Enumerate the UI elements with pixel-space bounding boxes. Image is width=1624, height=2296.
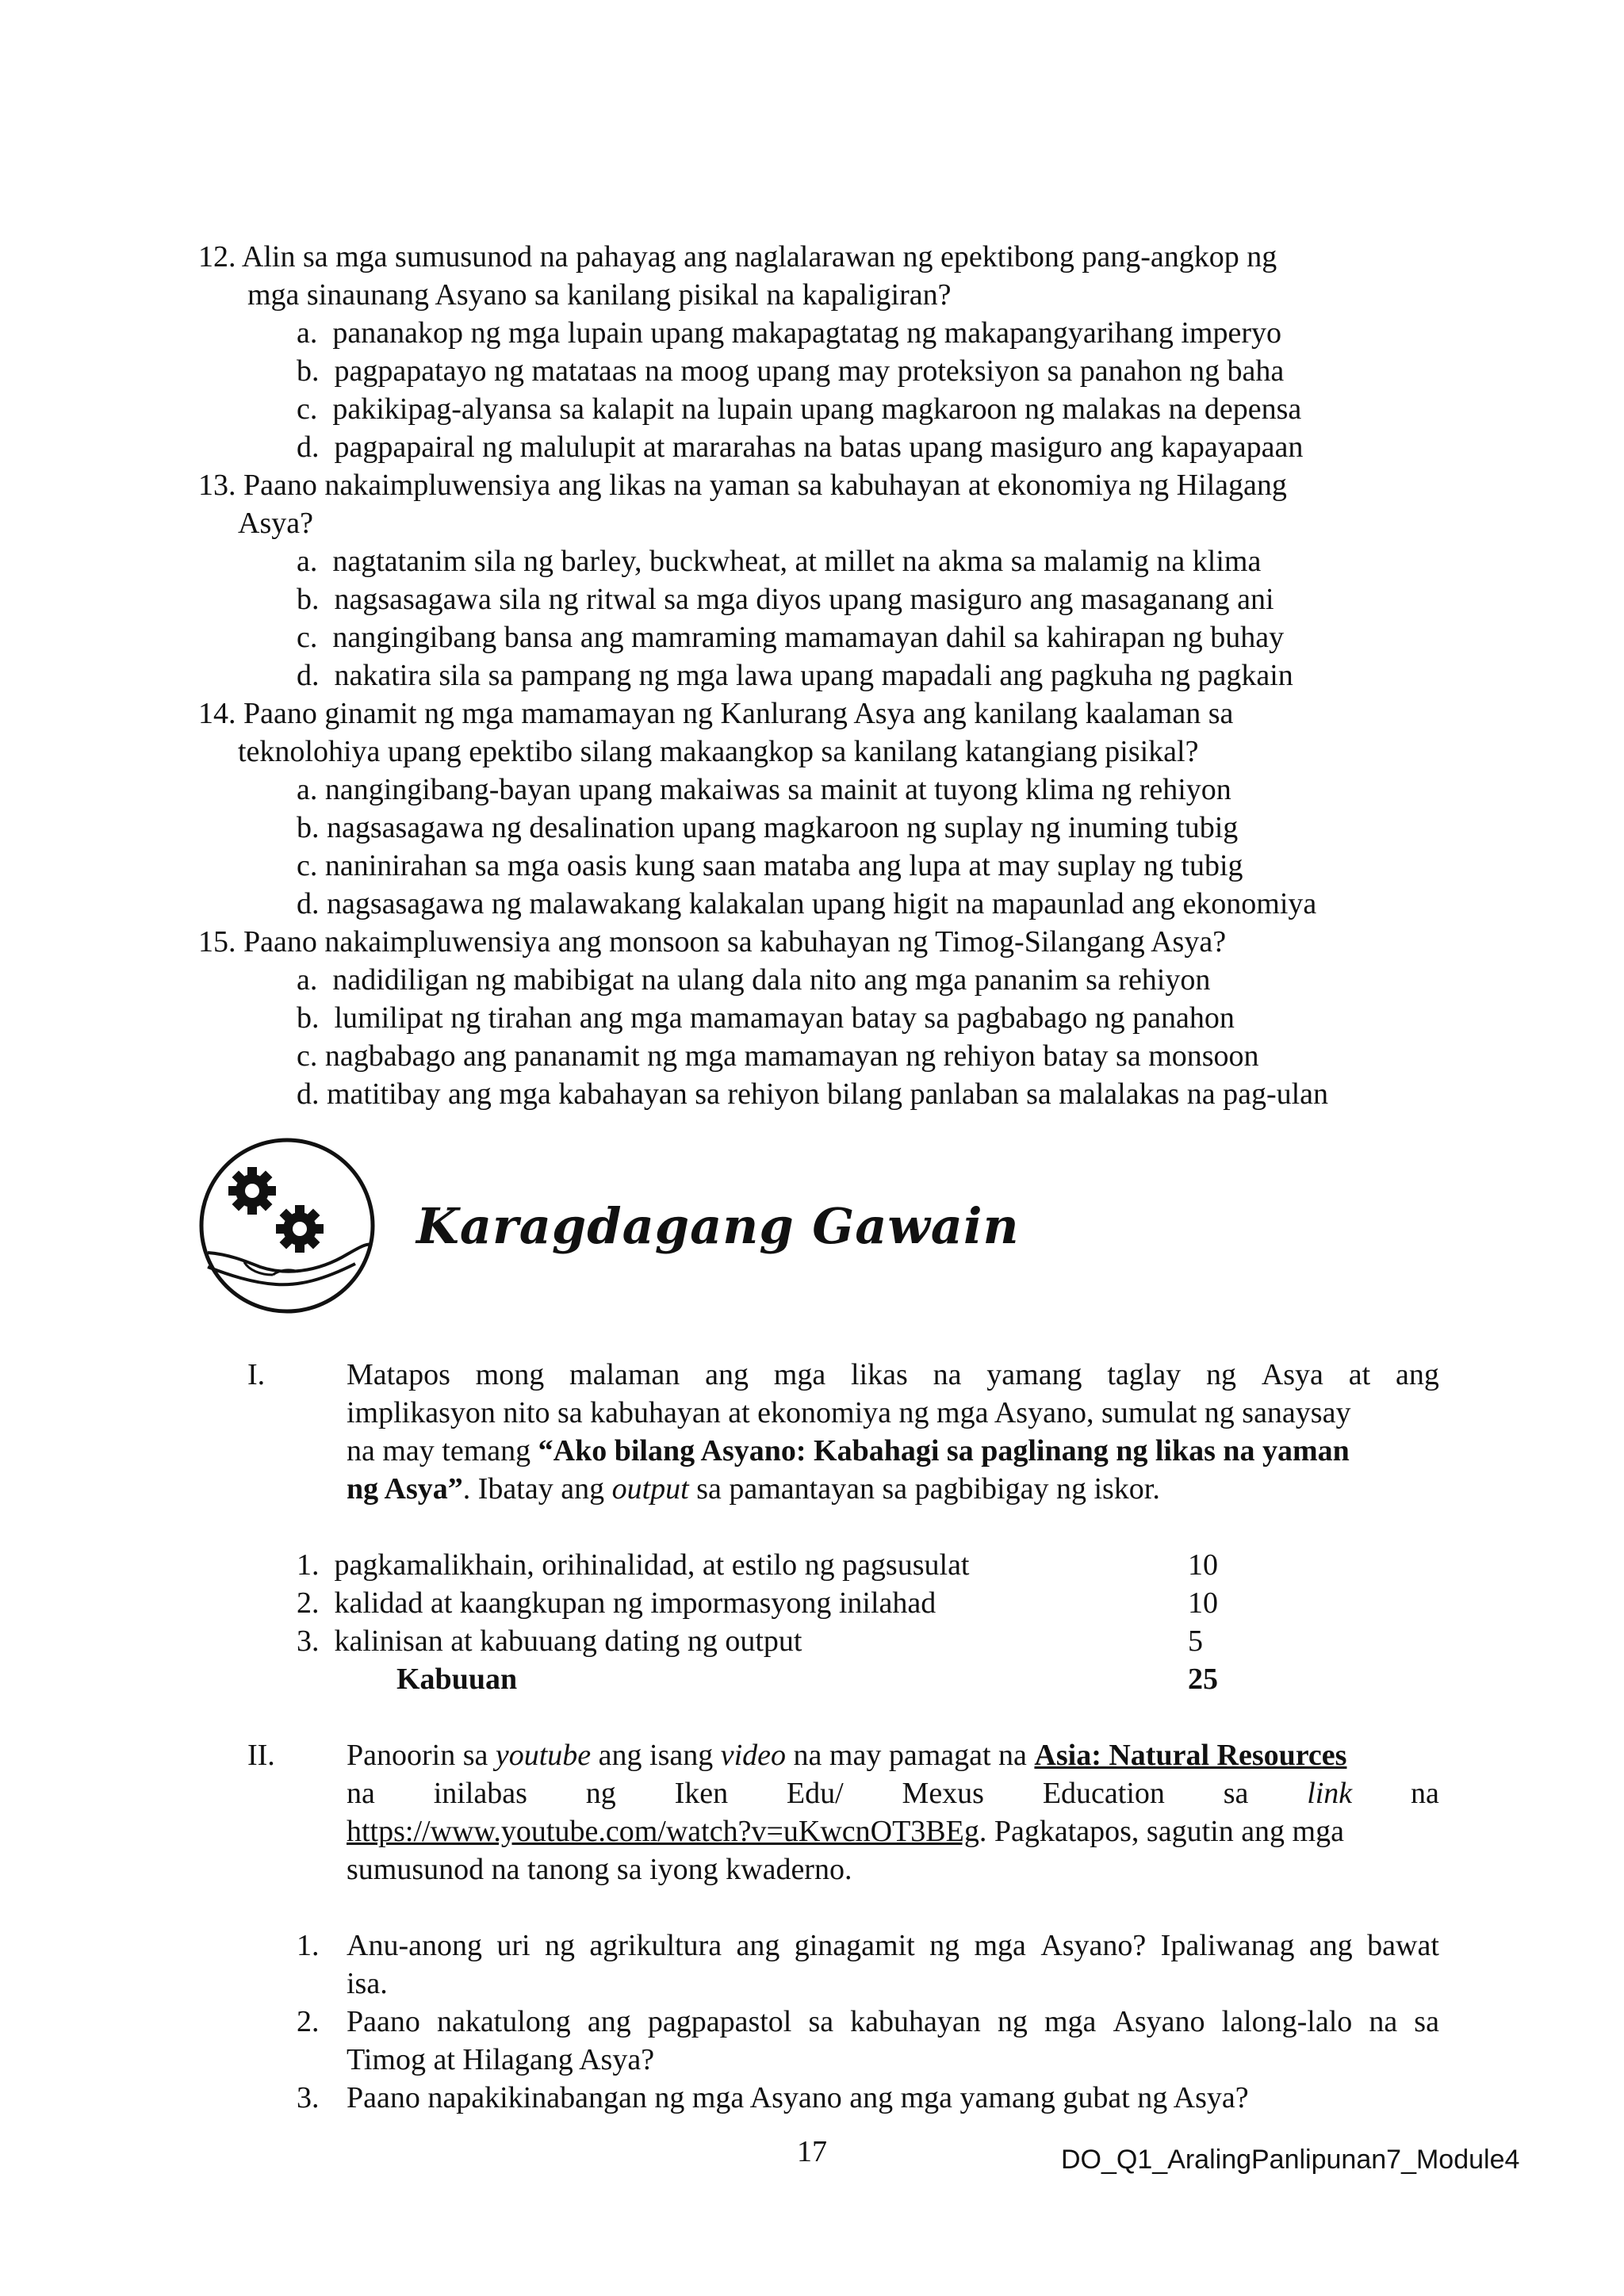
choice-12b: b. pagpapatayo ng matataas na moog upang may proteksiyon sa panahon ng baha: [297, 354, 1285, 388]
choice-13b: b. nagsasagawa sila ng ritwal sa mga diyos upang masiguro ang masaganang ani: [297, 583, 1274, 616]
part2-question-3-line1: Paano napakikinabangan ng mga Asyano ang mga yamang gubat ng Asya?: [347, 2081, 1249, 2114]
choice-14d: d. nagsasagawa ng malawakang kalakalan upang higit na mapaunlad ang ekonomiya: [297, 887, 1317, 920]
page-number: 17: [797, 2135, 827, 2168]
question-13-line2: Asya?: [238, 507, 313, 540]
section-title: Karagdagang Gawain: [416, 1197, 1020, 1255]
part2-roman: II.: [247, 1739, 275, 1772]
gears-in-hand-icon: [197, 1135, 377, 1316]
question-12-line2: mga sinaunang Asyano sa kanilang pisikal na kapaligiran?: [247, 278, 952, 312]
part2-question-1-num: 1.: [297, 1929, 320, 1962]
part2-question-2-line2: Timog at Hilagang Asya?: [347, 2043, 655, 2076]
part1-line3: na may temang “Ako bilang Asyano: Kabahagi sa paglinang ng likas na yaman: [347, 1434, 1350, 1468]
choice-13a: a. nagtatanim sila ng barley, buckwheat, at millet na akma sa malamig na klima: [297, 545, 1262, 578]
question-14-line1: 14. Paano ginamit ng mga mamamayan ng Kanlurang Asya ang kanilang kaalaman sa: [198, 697, 1234, 730]
question-14-line2: teknolohiya upang epektibo silang makaangkop sa kanilang katangiang pisikal?: [238, 735, 1199, 768]
module-code: DO_Q1_AralingPanlipunan7_Module4: [1061, 2145, 1520, 2175]
choice-14a: a. nangingibang-bayan upang makaiwas sa mainit at tuyong klima ng rehiyon: [297, 773, 1231, 806]
choice-15b: b. lumilipat ng tirahan ang mga mamamayan batay sa pagbabago ng panahon: [297, 1001, 1235, 1035]
choice-13d: d. nakatira sila sa pampang ng mga lawa upang mapadali ang pagkuha ng pagkain: [297, 659, 1293, 692]
rubric-total-score: 25: [1188, 1663, 1218, 1696]
choice-15c: c. nagbabago ang pananamit ng mga mamamayan ng rehiyon batay sa monsoon: [297, 1039, 1259, 1073]
question-13-line1: 13. Paano nakaimpluwensiya ang likas na yaman sa kabuhayan at ekonomiya ng Hilagang: [198, 469, 1287, 502]
part2-line3: https://www.youtube.com/watch?v=uKwcnOT3BEg. Pagkatapos, sagutin ang mga: [347, 1815, 1344, 1848]
choice-14c: c. naninirahan sa mga oasis kung saan mataba ang lupa at may suplay ng tubig: [297, 849, 1243, 882]
rubric-score-3: 5: [1188, 1624, 1203, 1658]
choice-15a: a. nadidiligan ng mabibigat na ulang dala nito ang mga pananim sa rehiyon: [297, 963, 1211, 997]
part2-question-1-line2: isa.: [347, 1967, 388, 2000]
question-15-line1: 15. Paano nakaimpluwensiya ang monsoon sa kabuhayan ng Timog-Silangang Asya?: [198, 925, 1227, 959]
choice-15d: d. matitibay ang mga kabahayan sa rehiyon bilang panlaban sa malalakas na pag-ulan: [297, 1077, 1329, 1111]
video-link[interactable]: https://www.youtube.com/watch?v=uKwcnOT3BEg: [347, 1815, 979, 1848]
choice-12a: a. pananakop ng mga lupain upang makapagtatag ng makapangyarihang imperyo: [297, 316, 1281, 350]
choice-14b: b. nagsasagawa ng desalination upang magkaroon ng suplay ng inuming tubig: [297, 811, 1239, 844]
part2-question-3-num: 3.: [297, 2081, 320, 2114]
part2-line2: na inilabas ng Iken Edu/ Mexus Education sa link na: [347, 1777, 1439, 1810]
part1-line4: ng Asya”. Ibatay ang output sa pamantayan sa pagbibigay ng iskor.: [347, 1472, 1160, 1506]
part2-question-2-line1: Paano nakatulong ang pagpapastol sa kabuhayan ng mga Asyano lalong-lalo na sa: [347, 2005, 1439, 2038]
choice-13c: c. nangingibang bansa ang mamraming mamamayan dahil sa kahirapan ng buhay: [297, 621, 1285, 654]
rubric-item-3: 3. kalinisan at kabuuang dating ng output: [297, 1624, 802, 1658]
rubric-item-2: 2. kalidad at kaangkupan ng impormasyong inilahad: [297, 1586, 936, 1620]
rubric-score-2: 10: [1188, 1586, 1218, 1620]
part2-question-1-line1: Anu-anong uri ng agrikultura ang ginagamit ng mga Asyano? Ipaliwanag ang bawat: [347, 1929, 1439, 1962]
part2-question-2-num: 2.: [297, 2005, 320, 2038]
rubric-total-label: Kabuuan: [396, 1663, 518, 1696]
part1-line1: Matapos mong malaman ang mga likas na yamang taglay ng Asya at ang: [347, 1358, 1439, 1391]
part1-line2: implikasyon nito sa kabuhayan at ekonomiya ng mga Asyano, sumulat ng sanaysay: [347, 1396, 1351, 1429]
rubric-item-1: 1. pagkamalikhain, orihinalidad, at estilo ng pagsusulat: [297, 1548, 970, 1582]
part2-line4: sumusunod na tanong sa iyong kwaderno.: [347, 1853, 852, 1886]
part2-line1: Panoorin sa youtube ang isang video na may pamagat na Asia: Natural Resources: [347, 1739, 1347, 1772]
choice-12c: c. pakikipag-alyansa sa kalapit na lupain upang magkaroon ng malakas na depensa: [297, 392, 1302, 426]
choice-12d: d. pagpapairal ng malulupit at mararahas na batas upang masiguro ang kapayapaan: [297, 430, 1304, 464]
part1-roman: I.: [247, 1358, 266, 1391]
rubric-score-1: 10: [1188, 1548, 1218, 1582]
question-12-line1: 12. Alin sa mga sumusunod na pahayag ang naglalarawan ng epektibong pang-angkop ng: [198, 240, 1277, 274]
